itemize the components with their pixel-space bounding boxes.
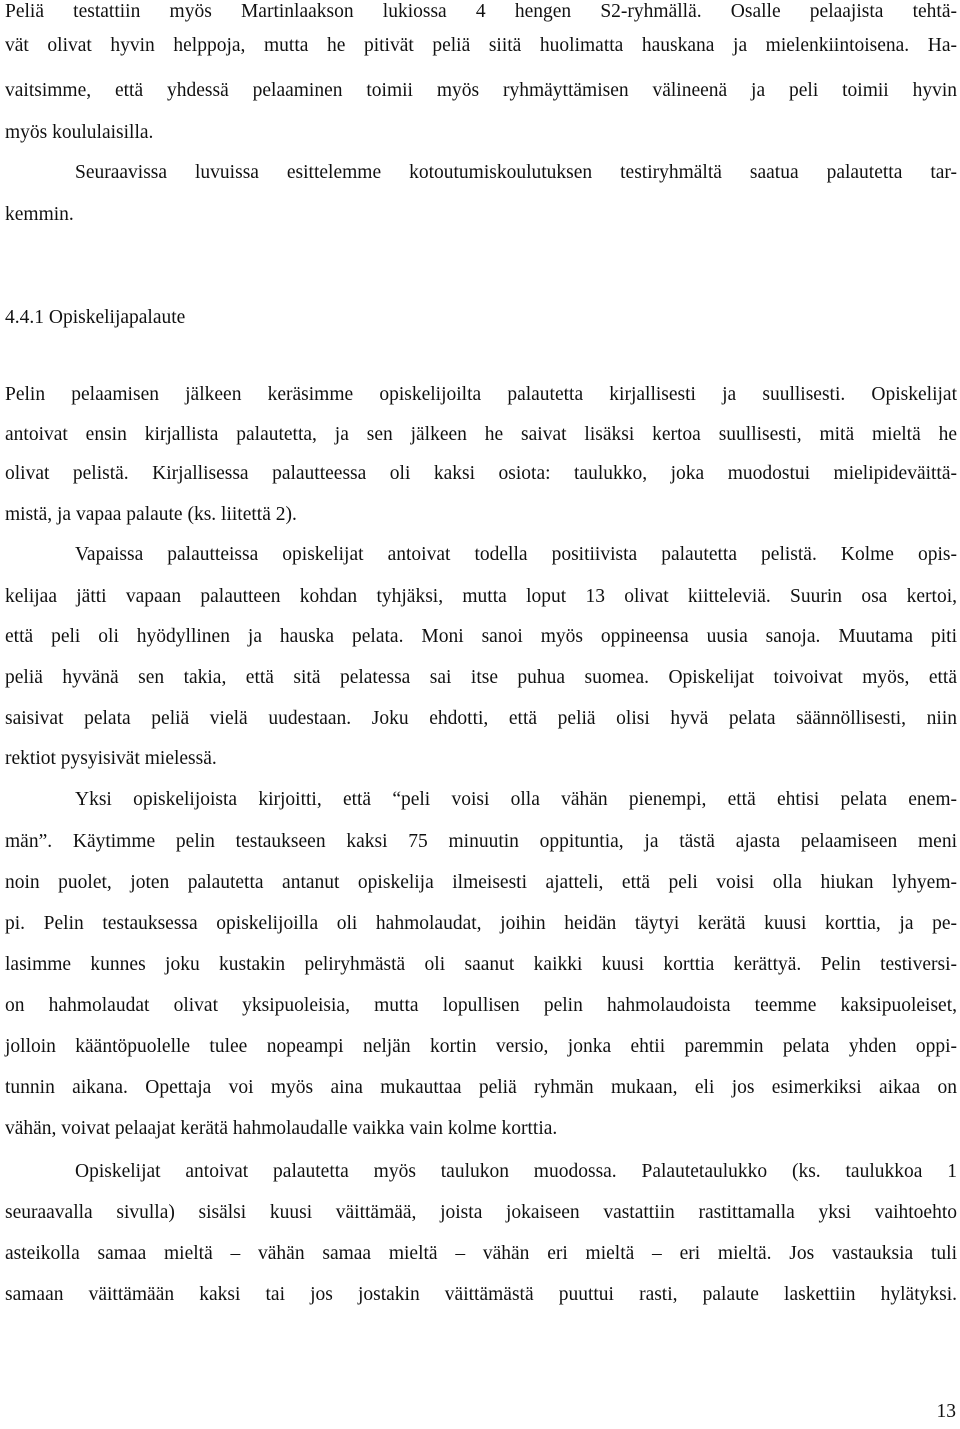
text-line: seuraavalla sivulla) sisälsi kuusi väittämää, joista jokaiseen vastattiin rastittamalla yksi vaihtoehto: [5, 1202, 957, 1223]
text-line: jolloin kääntöpuolelle tulee nopeampi neljän kortin versio, jonka ehtii paremmin pelata yhden oppi-: [5, 1036, 957, 1057]
text-line: Opiskelijat antoivat palautetta myös taulukon muodossa. Palautetaulukko (ks. taulukkoa 1: [75, 1161, 957, 1182]
text-line: asteikolla samaa mieltä – vähän samaa mieltä – vähän eri mieltä – eri mieltä. Jos vastauksia tuli: [5, 1243, 957, 1264]
text-line: vät olivat hyvin helppoja, mutta he pitivät peliä siitä huolimatta hauskana ja mielenkiintoisena. Ha-: [5, 35, 957, 56]
text-line: Peliä testattiin myös Martinlaakson lukiossa 4 hengen S2-ryhmällä. Osalle pelaajista tehtä-: [5, 1, 957, 22]
text-line: noin puolet, joten palautetta antanut opiskelija ilmeisesti ajatteli, että peli voisi olla hiukan lyhyem-: [5, 872, 957, 893]
section-heading: 4.4.1 Opiskelijapalaute: [5, 307, 186, 328]
text-line: vaitsimme, että yhdessä pelaaminen toimii myös ryhmäyttämisen välineenä ja peli toimii hyvin: [5, 80, 957, 101]
text-line: Yksi opiskelijoista kirjoitti, että “peli voisi olla vähän pienempi, että ehtisi pelata enem-: [75, 789, 957, 810]
text-line: antoivat ensin kirjallista palautetta, ja sen jälkeen he saivat lisäksi kertoa suullisesti, mitä mieltä he: [5, 424, 957, 445]
text-line: saisivat pelata peliä vielä uudestaan. Joku ehdotti, että peliä olisi hyvä pelata säännöllisesti, niin: [5, 708, 957, 729]
text-line: vähän, voivat pelaajat kerätä hahmolaudalle vaikka vain kolme korttia.: [5, 1118, 558, 1139]
text-line: män”. Käytimme pelin testaukseen kaksi 75 minuutin oppituntia, ja tästä ajasta pelaamiseen meni: [5, 831, 957, 852]
text-line: samaan väittämään kaksi tai jos jostakin väittämästä puuttui rasti, palaute laskettiin hylätyksi.: [5, 1284, 957, 1305]
text-line: tunnin aikana. Opettaja voi myös aina mukauttaa peliä ryhmän mukaan, eli jos esimerkiksi aikaa on: [5, 1077, 957, 1098]
text-line: kemmin.: [5, 204, 74, 225]
text-line: myös koululaisilla.: [5, 122, 154, 143]
text-line: on hahmolaudat olivat yksipuoleisia, mutta lopullisen pelin hahmolaudoista teemme kaksipuoleiset,: [5, 995, 957, 1016]
text-line: pi. Pelin testauksessa opiskelijoilla oli hahmolaudat, joihin heidän täytyi kerätä kuusi korttia, ja pe-: [5, 913, 957, 934]
text-line: olivat pelistä. Kirjallisessa palautteessa oli kaksi osiota: taulukko, joka muodostui mielipideväittä-: [5, 463, 957, 484]
text-line: kelijaa jätti vapaan palautteen kohdan tyhjäksi, mutta loput 13 olivat kiitteleviä. Suurin osa kertoi,: [5, 586, 957, 607]
text-line: Pelin pelaamisen jälkeen keräsimme opiskelijoilta palautetta kirjallisesti ja suullisesti. Opiskelijat: [5, 384, 957, 405]
text-line: Vapaissa palautteissa opiskelijat antoivat todella positiivista palautetta pelistä. Kolme opis-: [75, 544, 957, 565]
page-number: 13: [936, 1401, 956, 1422]
text-line: mistä, ja vapaa palaute (ks. liitettä 2).: [5, 504, 297, 525]
text-line: Seuraavissa luvuissa esittelemme kotoutumiskoulutuksen testiryhmältä saatua palautetta tar-: [75, 162, 957, 183]
text-line: että peli oli hyödyllinen ja hauska pelata. Moni sanoi myös oppineensa uusia sanoja. Muutama piti: [5, 626, 957, 647]
text-line: rektiot pysyisivät mielessä.: [5, 748, 217, 769]
text-line: lasimme kunnes joku kustakin peliryhmästä oli saanut kaikki kuusi korttia kerättyä. Pelin testiversi-: [5, 954, 957, 975]
text-line: peliä hyvänä sen takia, että sitä pelatessa sai itse puhua suomea. Opiskelijat toivoivat myös, että: [5, 667, 957, 688]
